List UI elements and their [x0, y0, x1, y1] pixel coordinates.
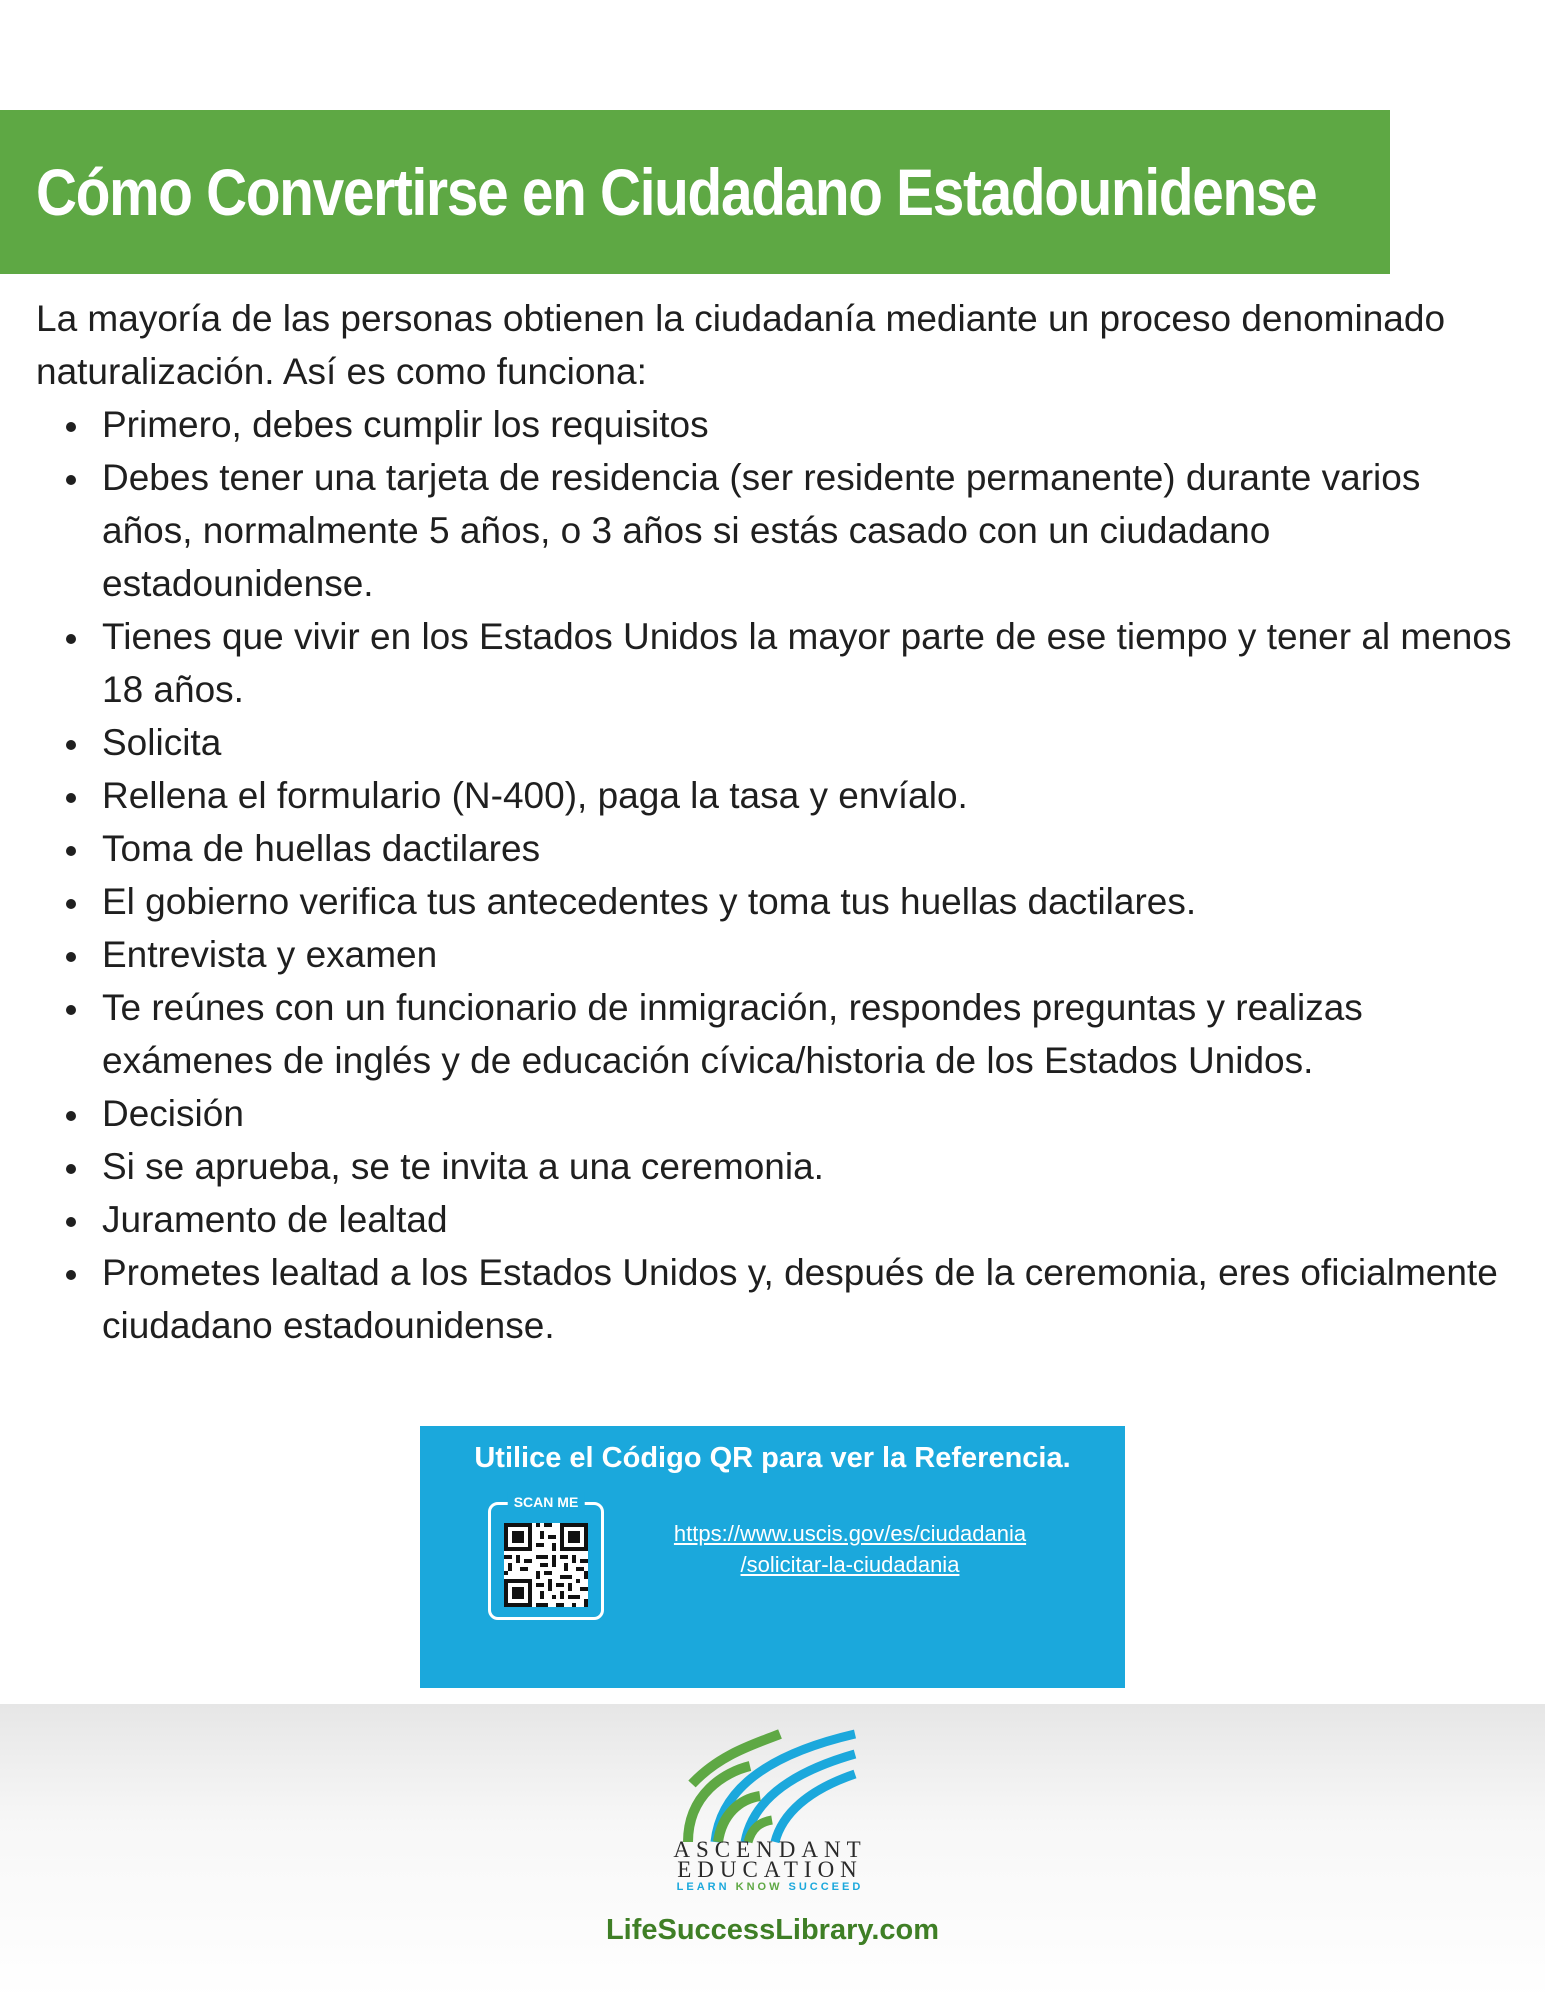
tagline-succeed: SUCCEED	[788, 1881, 864, 1893]
qr-code-frame[interactable]	[488, 1494, 604, 1620]
ascendant-education-logo-icon	[680, 1724, 860, 1844]
list-item: Entrevista y examen	[36, 928, 1516, 981]
list-item: Solicita	[36, 716, 1516, 769]
list-item: El gobierno verifica tus antecedentes y toma tus huellas dactilares.	[36, 875, 1516, 928]
main-content	[36, 292, 1516, 1352]
tagline-know: KNOW	[735, 1881, 783, 1893]
qr-reference-box	[420, 1426, 1125, 1688]
logo-text-line1: ASCENDANT	[673, 1837, 867, 1862]
logo-tagline	[580, 1880, 960, 1894]
scan-me-label: SCAN ME	[508, 1492, 585, 1512]
title-banner	[0, 110, 1390, 274]
list-item: Juramento de lealtad	[36, 1193, 1516, 1246]
steps-list	[36, 398, 1516, 1352]
list-item: Debes tener una tarjeta de residencia (ser residente permanente) durante varios años, normalmente 5 años, o 3 años si estás casado con un ciudadano estadounidense.	[36, 451, 1516, 610]
reference-link[interactable]	[630, 1518, 1070, 1580]
site-url[interactable]: LifeSuccessLibrary.com	[605, 1914, 940, 1946]
qr-code-icon	[504, 1523, 588, 1607]
reference-link-line2[interactable]: /solicitar-la-ciudadania	[740, 1552, 960, 1577]
list-item: Te reúnes con un funcionario de inmigración, respondes preguntas y realizas exámenes de inglés y de educación cívica/historia de los Estados Unidos.	[36, 981, 1516, 1087]
intro-paragraph: La mayoría de las personas obtienen la ciudadanía mediante un proceso denominado naturalización. Así es como funciona:	[36, 298, 1446, 392]
qr-box-title: Utilice el Código QR para ver la Referencia.	[474, 1442, 1071, 1474]
tagline-learn: LEARN	[676, 1881, 730, 1893]
list-item: Decisión	[36, 1087, 1516, 1140]
list-item: Rellena el formulario (N-400), paga la tasa y envíalo.	[36, 769, 1516, 822]
reference-link-line1[interactable]: https://www.uscis.gov/es/ciudadania	[673, 1521, 1027, 1546]
list-item: Primero, debes cumplir los requisitos	[36, 398, 1516, 451]
page-title: Cómo Convertirse en Ciudadano Estadounidense	[36, 155, 1317, 229]
list-item: Prometes lealtad a los Estados Unidos y, después de la ceremonia, eres oficialmente ciudadano estadounidense.	[36, 1246, 1516, 1352]
list-item: Si se aprueba, se te invita a una ceremonia.	[36, 1140, 1516, 1193]
list-item: Tienes que vivir en los Estados Unidos la mayor parte de ese tiempo y tener al menos 18 años.	[36, 610, 1516, 716]
list-item: Toma de huellas dactilares	[36, 822, 1516, 875]
logo-text-line2: EDUCATION	[677, 1857, 863, 1882]
